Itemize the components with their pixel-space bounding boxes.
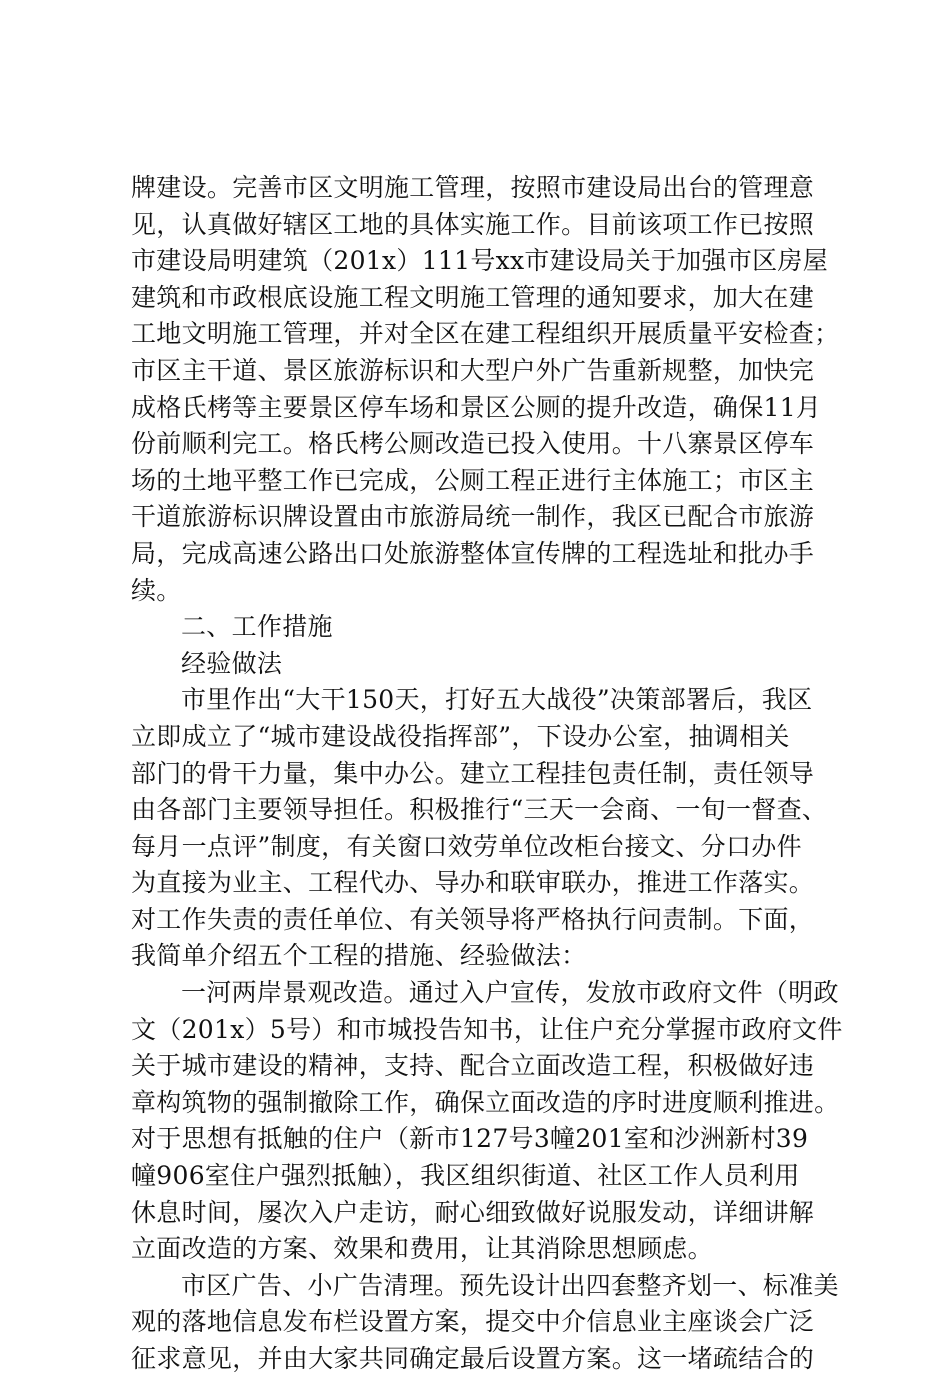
text-line: 成格氏栲等主要景区停车场和景区公厕的提升改造，确保11月 <box>131 392 822 422</box>
text-line: 续。 <box>131 575 182 605</box>
text-line: 干道旅游标识牌设置由市旅游局统一制作，我区已配合市旅游 <box>131 502 815 532</box>
text-line: 幢906室住户强烈抵触），我区组织街道、社区工作人员利用 <box>131 1161 800 1191</box>
text-line: 休息时间，屡次入户走访，耐心细致做好说服发动，详细讲解 <box>131 1197 815 1227</box>
text-line: 由各部门主要领导担任。积极推行“三天一会商、一旬一督查、 <box>131 795 828 825</box>
text-line: 每月一点评”制度，有关窗口效劳单位改柜台接文、分口办件 <box>131 831 802 861</box>
text-line: 文（201x）5号）和市城投告知书，让住户充分掌握市政府文件 <box>131 1014 843 1044</box>
text-line: 一河两岸景观改造。通过入户宣传，发放市政府文件（明政 <box>181 978 839 1008</box>
text-line: 关于城市建设的精神，支持、配合立面改造工程，积极做好违 <box>131 1051 815 1081</box>
text-line: 市区广告、小广告清理。预先设计出四套整齐划一、标准美 <box>181 1270 839 1300</box>
text-line: 观的落地信息发布栏设置方案，提交中介信息业主座谈会广泛 <box>131 1307 815 1337</box>
text-line: 我简单介绍五个工程的措施、经验做法： <box>131 941 587 971</box>
text-line: 市建设局明建筑（201x）111号xx市建设局关于加强市区房屋 <box>131 246 829 276</box>
document-body <box>131 170 843 1378</box>
text-line: 牌建设。完善市区文明施工管理，按照市建设局出台的管理意 <box>131 173 815 202</box>
text-line: 局，完成高速公路出口处旅游整体宣传牌的工程选址和批办手 <box>131 538 815 568</box>
text-line: 见，认真做好辖区工地的具体实施工作。目前该项工作已按照 <box>131 209 815 239</box>
text-line: 经验做法 <box>181 648 283 678</box>
text-line: 为直接为业主、工程代办、导办和联审联办，推进工作落实。 <box>131 868 815 898</box>
text-line: 章构筑物的强制撤除工作，确保立面改造的序时进度顺利推进。 <box>131 1087 840 1117</box>
text-line: 二、工作措施 <box>181 612 333 642</box>
text-line: 征求意见，并由大家共同确定最后设置方案。这一堵疏结合的 <box>131 1344 815 1373</box>
text-line: 建筑和市政根底设施工程文明施工管理的通知要求，加大在建 <box>131 282 815 312</box>
text-line: 场的土地平整工作已完成，公厕工程正进行主体施工；市区主 <box>131 465 815 495</box>
text-line: 市里作出“大干150天，打好五大战役”决策部署后，我区 <box>181 685 813 715</box>
text-line: 部门的骨干力量，集中办公。建立工程挂包责任制，责任领导 <box>131 758 815 788</box>
text-line: 工地文明施工管理，并对全区在建工程组织开展质量平安检查； <box>131 319 840 349</box>
text-line: 对工作失责的责任单位、有关领导将严格执行问责制。下面， <box>131 904 815 934</box>
text-line: 市区主干道、景区旅游标识和大型户外广告重新规整，加快完 <box>131 355 815 385</box>
text-line: 立面改造的方案、效果和费用，让其消除思想顾虑。 <box>131 1234 713 1264</box>
text-line: 立即成立了“城市建设战役指挥部”，下设办公室，抽调相关 <box>131 721 790 751</box>
text-line: 份前顺利完工。格氏栲公厕改造已投入使用。十八寨景区停车 <box>131 429 815 459</box>
text-line: 对于思想有抵触的住户（新市127号3幢201室和沙洲新村39 <box>131 1124 809 1154</box>
